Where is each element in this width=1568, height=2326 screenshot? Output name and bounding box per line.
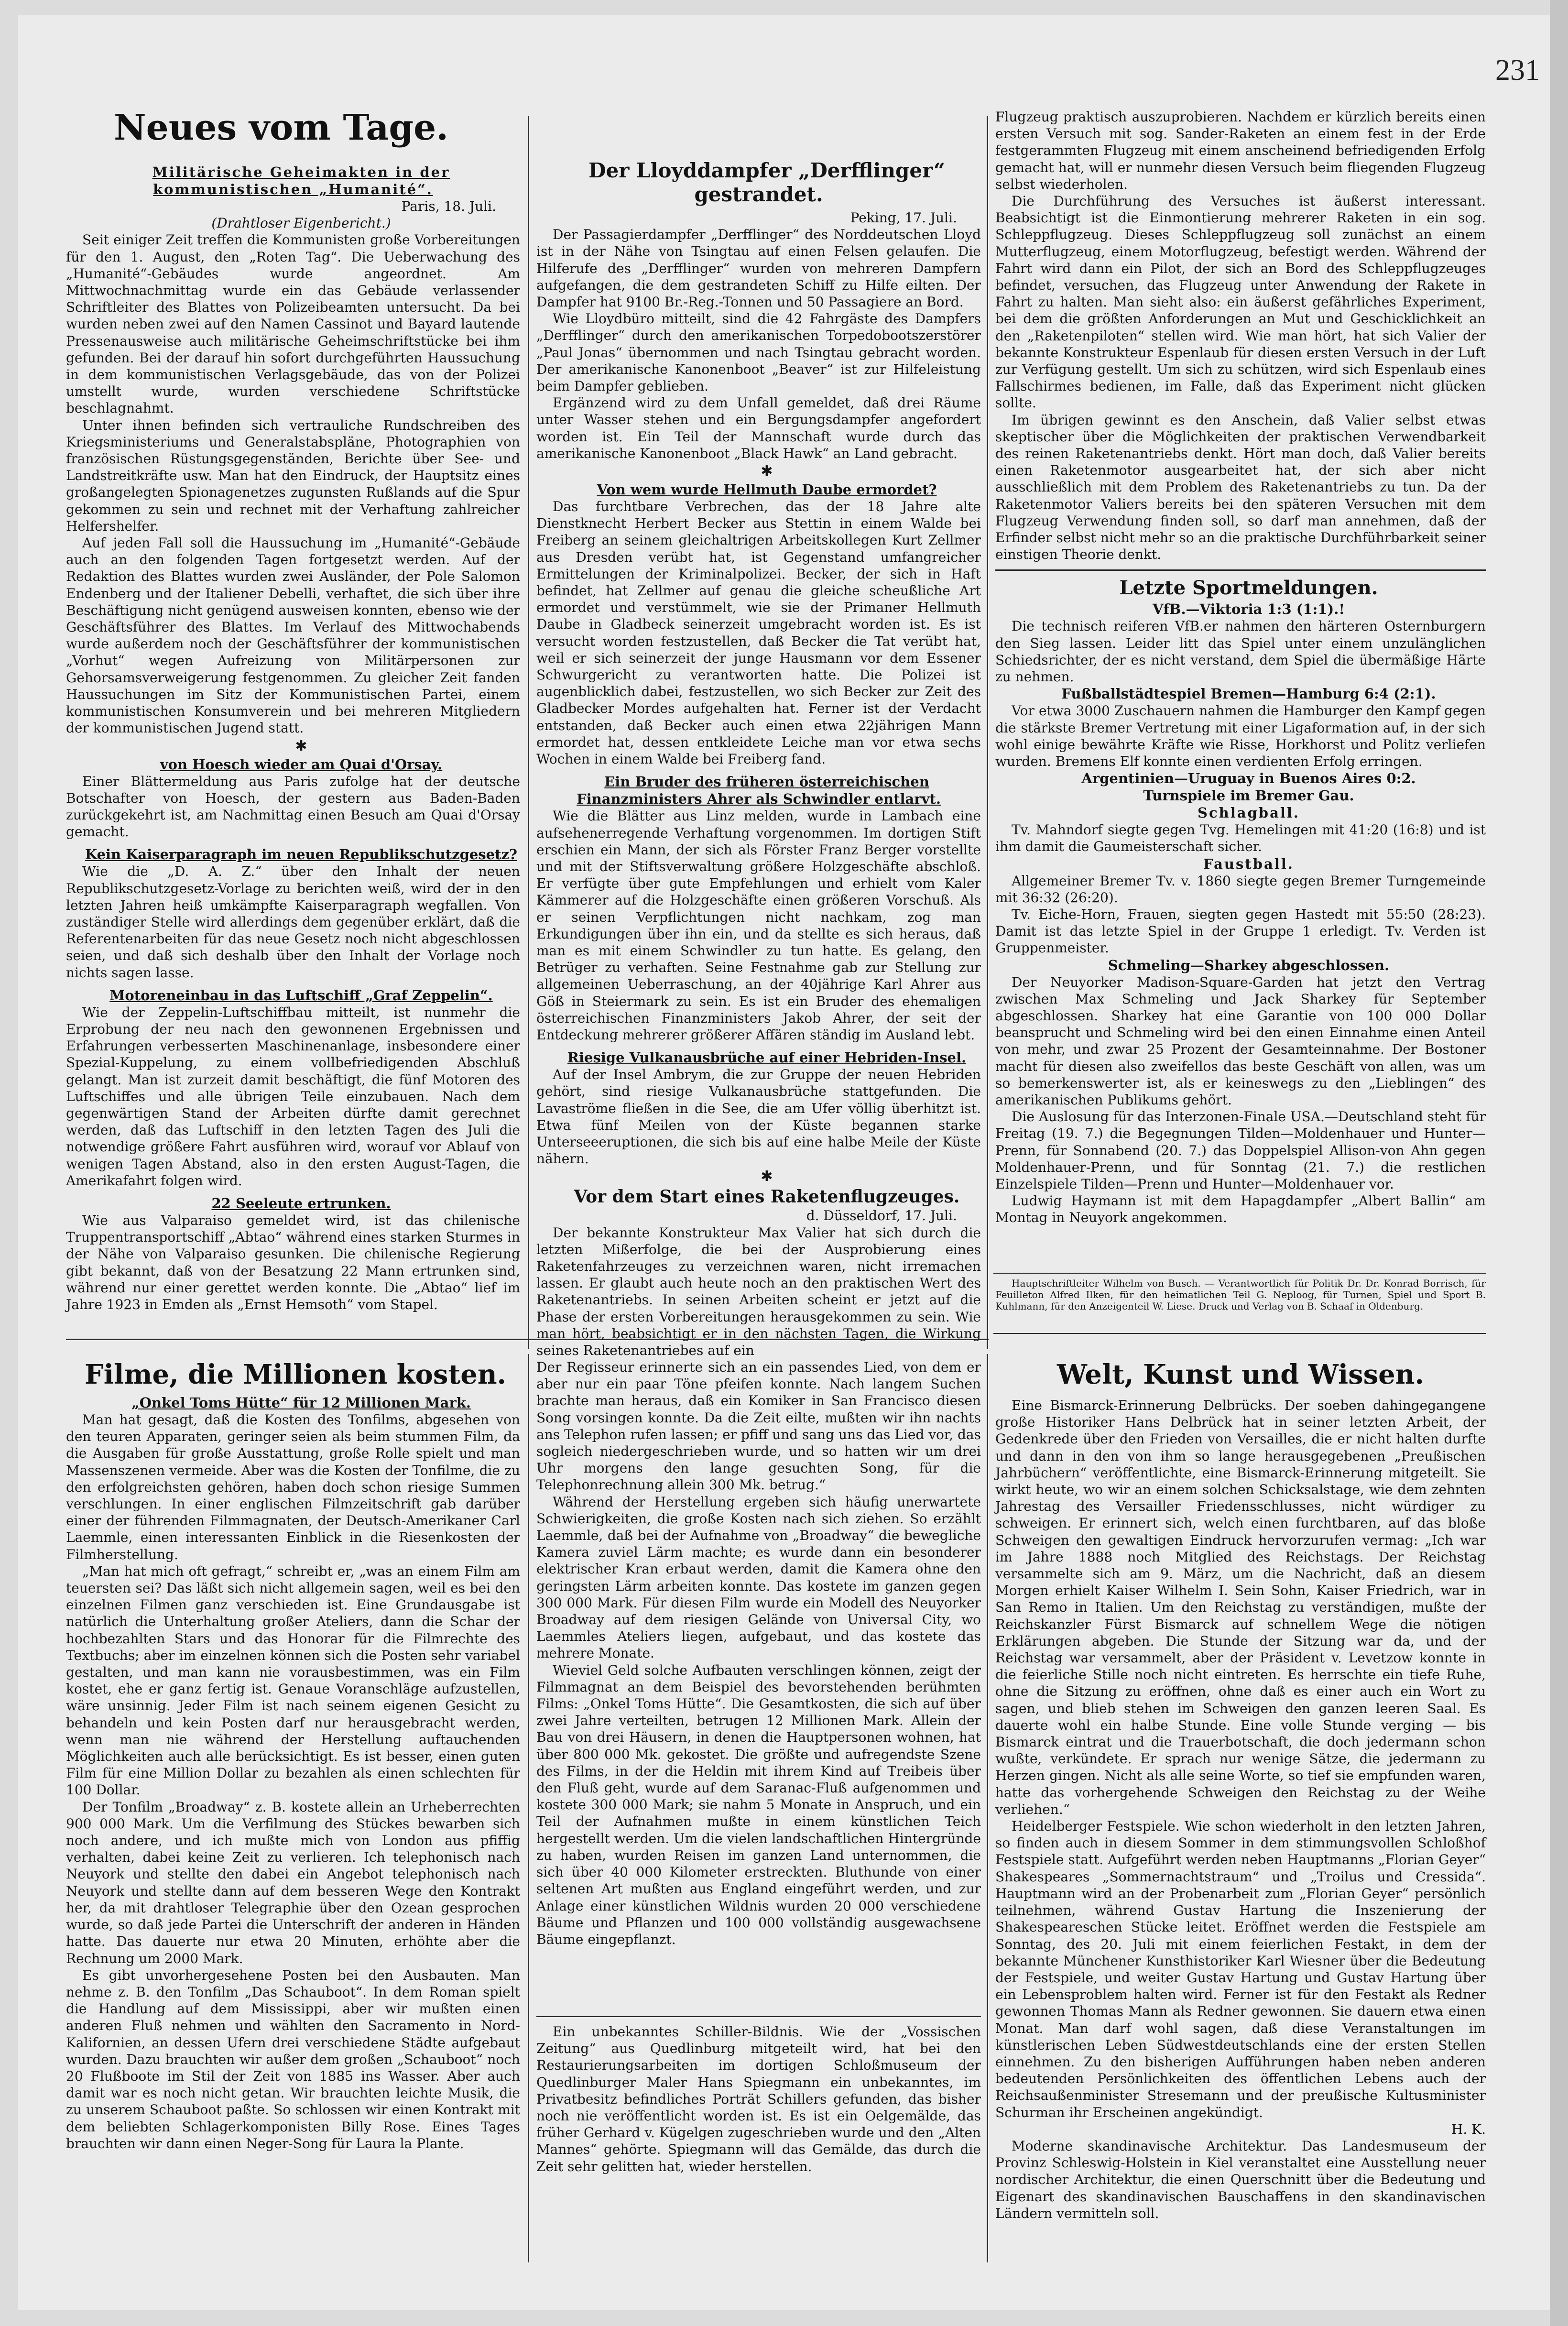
film-paragraph: Es gibt unvorhergesehene Posten bei den Ausbauten. Man nehme z. B. den Tonfilm „Das Schauboot“. In dem Roman spielt die Handlung auf dem Mississippi, aber wir mußten einen anderen Fluß nehmen und wählten den Sacramento in Nord-Kalifornien, an dessen Ufern drei verschiedene Städte aufgebaut wurden. Dazu brauchten wir außer dem großen „Schauboot“ noch 20 Flußboote im Stil der Zeit von 1885 ins Wasser. Aber auch damit war es noch nicht getan. Wir brauchten leichte Musik, die zu unserem Schauboot paßte. So schlossen wir einen Kontrakt mit dem beliebten Schlagerkomponisten Billy Rose. Eines Tages brauchten wir dann einen Neger-Song für Laura la Plante. — [66, 1967, 520, 2151]
column-rule — [528, 116, 529, 1349]
sport-section: Faustball. — [1203, 855, 1294, 872]
article-paragraph: Wie die Blätter aus Linz melden, wurde in Lambach eine aufsehenerregende Verhaftung vorgenommen. Im dortigen Stift erschien ein Mann, der sich als Förster Franz Berger vorstellte und mit der Stiftsverwaltung größere Holzgeschäfte abschloß. Er verfügte über gute Empfehlungen und erhielt vom Kaler Kämmerer auf die Holzgeschäfte einen größeren Vorschuß. Als er seinen Verpflichtungen nicht nachkam, zog man Erkundigungen über ihn ein, und da stellte es sich heraus, daß man es mit einem Schwindler zu tun hatte. Es gelang, den Betrüger zu verhaften. Seine Festnahme gab zur Stellung zur allgemeinen Ueberraschung, an der 40jährige Karl Ahrer aus Göß in Steiermark zu sein. Es ist ein Bruder des ehemaligen österreichischen Finanzministers Jakob Ahrer, der seit der Entdeckung mehrerer größerer Affären ständig im Ausland lebt. — [536, 808, 981, 1043]
section-rule — [536, 2016, 981, 2017]
article-paragraph: Die Durchführung des Versuches ist äußerst interessant. Beabsichtigt ist die Einmontierung mehrerer Raketen in ein sog. Schleppflugzeug. Dieses Schleppflugzeug soll zunächst an einem Mutterflugzeug, einem Motorflugzeug, befestigt werden. Während der Fahrt wird dann ein Pilot, der sich an Bord des Schleppflugzeuges befindet, versuchen, das Flugzeug unter Anwendung der Rakete in Fahrt zu halten. Man sieht also: ein äußerst gefährliches Experiment, bei dem die größten Anforderungen an Mut und Geschicklichkeit an den „Raketenpiloten“ stellen wird. Wie man hört, hat sich Valier der bekannte Konstrukteur Espenlaub für diesen ersten Versuch in der Luft zur Verfügung gestellt. Um sich zu schützen, wird sich Espenlaub eines Fallschirmes bedienen, im Falle, daß das Experiment nicht glücken sollte. — [995, 193, 1486, 411]
film-column-2 — [536, 1359, 981, 2014]
article-paragraph: Wie aus Valparaiso gemeldet wird, ist das chilenische Truppentransportschiff „Abtao“ während eines starken Sturmes in der Nähe von Valparaiso gesunken. Die chilenische Regierung gibt bekannt, daß von der Besatzung 22 Mann ertrunken sind, während nur einer gerettet werden konnte. Die „Abtao“ lief im Jahre 1923 in Emden als „Ernst Hemsoth“ vom Stapel. — [66, 1212, 520, 1312]
sport-result: Schmeling—Sharkey abgeschlossen. — [1108, 957, 1390, 973]
film-column-1 — [66, 1394, 520, 2151]
dateline: Peking, 17. Juli. — [850, 210, 957, 226]
schiller-paragraph: Ein unbekanntes Schiller-Bildnis. Wie der „Vossischen Zeitung“ aus Quedlinburg mitgeteilt wird, hat bei den Restaurierungsarbeiten im dortigen Schloßmuseum der Quedlinburger Maler Hans Spiegmann ein unbekanntes, im Privatbesitz befindliches Porträt Schillers gefunden, das bisher noch nie veröffentlicht worden ist. Es ist ein Oelgemälde, das früher Gerhard v. Kügelgen zugeschrieben wurde und den „Alten Mannes“ gehörte. Spiegmann will das Gemälde, das durch die Zeit sehr gelitten hat, wieder herstellen. — [536, 2024, 981, 2174]
article-paragraph: Unter ihnen befinden sich vertrauliche Rundschreiben des Kriegsministeriums und Generalstabspläne, Photographien von französischen Rüstungsgegenständen, Berichte über See- und Landstreitkräfte usw. Man hat den Eindruck, der Hauptsitz eines großangelegten Spionagenetzes zugunsten Rußlands auf die Spur gekommen zu sein und rechnet mit der Verhaftung zahlreicher Helfershelfer. — [66, 417, 520, 534]
dateline: d. Düsseldorf, 17. Juli. — [806, 1208, 957, 1224]
byline: (Drahtloser Eigenbericht.) — [211, 215, 391, 231]
page-number: 231 — [1495, 54, 1540, 87]
sport-paragraph: Tv. Mahndorf siegte gegen Tvg. Hemelingen mit 41:20 (16:8) und ist ihm damit die Gaumeisterschaft sicher. — [995, 822, 1486, 855]
news-column-1 — [66, 164, 520, 1335]
article-paragraph: Ergänzend wird zu dem Unfall gemeldet, daß drei Räume unter Wasser stehen und ein Bergungsdampfer angefordert worden ist. Ein Teil der Mannschaft wurde durch das amerikanische Kanonenboot „Black Hawk“ an Land gebracht. — [536, 395, 981, 461]
column-rule — [987, 116, 988, 1349]
imprint-rule — [993, 1273, 1486, 1274]
welt-paragraph: Moderne skandinavische Architektur. Das Landesmuseum der Provinz Schleswig-Holstein in Kiel veranstaltet eine Ausstellung neuer nordischer Architektur, die einen Querschnitt über die Bedeutung und Eigenart des skandinavischen Bauschaffens in den skandinavischen Ländern vermitteln soll. — [995, 2138, 1486, 2221]
newspaper-page — [18, 15, 1550, 2310]
film-paragraph: Der Tonfilm „Broadway“ z. B. kostete allein an Urheberrechten 900 000 Mark. Um die Verfilmung des Stückes bewarben sich noch andere, und ich mußte mich von London aus pfiffig verhalten, dabei keine Zeit zu verlieren. Ich telephonisch nach Neuyork und stellte den dabei ein Angebot telephonisch nach Neuyork und stellte dann auf dem besseren Wege den Kontrakt her, da mit drahtloser Telegraphie über den Ozean gesprochen wurde, so daß jede Partei die Unterschrift der anderen in Händen hatte. Das dauerte nur etwa 20 Minuten, erhöhte aber die Rechnung um 2000 Mark. — [66, 1799, 520, 1966]
article-paragraph: Der Passagierdampfer „Derfflinger“ des Norddeutschen Lloyd ist in der Nähe von Tsingtau auf einen Felsen gelaufen. Die Hilferufe des „Derfflinger“ wurden von mehreren Dampfern aufgefangen, die dem gestrandeten Schiff zu Hilfe eilten. Der Dampfer hat 9100 Br.-Reg.-Tonnen und 50 Passagiere an Bord. — [536, 227, 981, 310]
sport-result: Turnspiele im Bremer Gau. — [1143, 787, 1354, 804]
welt-title: Welt, Kunst und Wissen. — [1056, 1359, 1424, 1390]
article-headline: Riesige Vulkanausbrüche auf einer Hebriden-Insel. — [567, 1049, 967, 1066]
article-headline: Vor dem Start eines Raketenflugzeuges. — [574, 1187, 960, 1207]
welt-paragraph: Heidelberger Festspiele. Wie schon wiederholt in den letzten Jahren, so finden auch in diesem Sommer in dem stimmungsvollen Schloßhof Festspiele statt. Aufgeführt werden neben Hauptmanns „Florian Geyer“ Shakespeares „Sommernachtstraum“ und „Troilus und Cressida“. Hauptmann wird an der Probenarbeit zum „Florian Geyer“ persönlich teilnehmen, während Gustav Hartung die Inszenierung der Shakespeareschen Stücke leitet. Eröffnet werden die Festspiele am Sonntag, des 20. Juli mit einem feierlichen Festakt, in dem der bekannte Münchener Kunsthistoriker Karl Wiesner über die Bedeutung der Festspiele, und weiter Gustav Hartung und Gustav Hartung über ein Lebensproblem halten wird. Ferner ist für den Festakt als Redner gewonnen Thomas Mann als Redner gewonnen. Sie dauern etwa einen Monat. Man darf wohl sagen, daß diese Veranstaltungen im künstlerischen Leben Südwestdeutschlands eine der ersten Stellen einnehmen. Zu den bisherigen Aufführungen haben neben anderen bedeutenden Persönlichkeiten des öffentlichen Lebens auch der Reichsaußenminister Stresemann und der preußische Kultusminister Schurman ihr Erscheinen angekündigt. — [995, 1818, 1486, 2120]
scan-edge — [1550, 0, 1568, 2326]
article-headline: Der Lloyddampfer „Derfflinger“ gestrandet. — [588, 159, 945, 206]
column-rule — [528, 1354, 529, 2262]
separator-star: ✱ — [761, 1168, 773, 1185]
article-paragraph: Der bekannte Konstrukteur Max Valier hat sich durch die letzten Mißerfolge, die bei der Ausprobierung eines Raketenfahrzeuges zu verzeichnen waren, nicht irremachen lassen. Er glaubt auch heute noch an den praktischen Wert des Raketenantriebs. In seinen Arbeiten scheint er jetzt auf die Phase der ersten Vorbereitungen herausgekommen zu sein. Wie man hört, beabsichtigt er in den nächsten Tagen, die Wirkung seines Raketenantriebes auf ein — [536, 1224, 981, 1358]
sport-paragraph: Der Neuyorker Madison-Square-Garden hat jetzt den Vertrag zwischen Max Schmeling und Jack Sharkey für September abgeschlossen. Sharkey hat eine Garantie von 100 000 Dollar beansprucht und Schmeling wird bei den einen Einnahme einen Anteil von mehr, und zwar 25 Prozent der Gesamteinnahme. Der Bostoner macht für diesen also zweifellos das beste Geschäft von allen, was um so bemerkenswerter ist, als er keineswegs zu den „Lieblingen“ des amerikanischen Publikums gehört. — [995, 974, 1486, 1108]
sport-section: Schlagball. — [1198, 805, 1300, 821]
article-headline: von Hoesch wieder am Quai d'Orsay. — [160, 756, 443, 773]
sport-paragraph: Die technisch reiferen VfB.er nahmen den härteren Osternburgern den Sieg lassen. Leider litt das Spiel unter einem unzulänglichen Schiedsrichter, der es nicht verstand, dem Spiel die übermäßige Härte zu nehmen. — [995, 618, 1486, 685]
section-rule — [995, 569, 1486, 571]
news-column-2 — [536, 159, 981, 1358]
article-paragraph: Seit einiger Zeit treffen die Kommunisten große Vorbereitungen für den 1. August, den „Roten Tag“. Die Ueberwachung des „Humanité“-Gebäudes wurde angeordnet. Am Mittwochnachmittag wurde ein das Gebäude verlassender Schriftleiter des Blattes von Polizeibeamten untersucht. Da bei wurden neben zwei auf den Namen Cassinot und Bayard lautende Pressenausweise auch militärische Geheimschriftstücke bei ihm gefunden. Bei der darauf hin sofort durchgeführten Haussuchung in dem kommunistischen Verlagsgebäude, das von der Polizei umstellt wurde, wurden verschiedene Schriftstücke beschlagnahmt. — [66, 232, 520, 416]
article-headline: Motoreneinbau in das Luftschiff „Graf Zeppelin“. — [109, 987, 493, 1004]
article-paragraph: Im übrigen gewinnt es den Anschein, daß Valier selbst etwas skeptischer über die Möglichkeiten der praktischen Verwendbarkeit des reinen Raketenantriebs denkt. Hört man doch, daß Valier bereits einen Raketenmotor ausgearbeitet hat, der sich aber nicht ausschließlich mit dem Problem des Raketenantriebs zu tun. Da der Raketenmotor Valiers bereits bei den späteren Versuchen mit dem Flugzeug Verwendung finden soll, so darf man annehmen, daß der Erfinder selbst nicht mehr so an die praktische Durchführbarkeit seiner einstigen Theorie denkt. — [995, 412, 1486, 563]
film-paragraph: Während der Herstellung ergeben sich häufig unerwartete Schwierigkeiten, die große Kosten nach sich ziehen. So erzählt Laemmle, daß bei der Aufnahme von „Broadway“ die bewegliche Kamera zuviel Lärm machte; es wurde dann ein besonderer elektrischer Kran erbaut werden, damit die Kamera ohne den geringsten Lärm arbeiten konnte. Das kostete im ganzen gegen 300 000 Mark. Für diesen Film wurde ein Modell des Neuyorker Broadway auf dem riesigen Gelände von Universal City, wo Laemmles Ateliers liegen, aufgebaut, und das kostete das mehrere Monate. — [536, 1494, 981, 1661]
welt-paragraph: Eine Bismarck-Erinnerung Delbrücks. Der soeben dahingegangene große Historiker Hans Delbrück hat in seiner letzten Arbeit, der Gedenkrede über den Frieden von Versailles, die er nicht halten durfte und dann in den von ihm so lange herausgegebenen „Preußischen Jahrbüchern“ veröffentlichte, eine Bismarck-Erinnerung mitgeteilt. Sie wirkt heute, wo wir an einem solchen Schicksalstage, wie dem zehnten Jahrestag des Versailler Friedensschlusses, nicht würdiger zu schweigen. Er erinnert sich, welch einen furchtbaren, auf das bloße Schweigen den gewaltigen Eindruck hervorzurufen vermag: „Ich war im Jahre 1888 noch Mitglied des Reichstags. Der Reichstag versammelte sich am 9. März, um die Nachricht, daß an diesem Morgen erhielt Kaiser Wilhelm I. Sein Sohn, Kaiser Friedrich, war in San Remo in Italien. Um den Reichstag zu verständigen, mußte der Reichskanzler Fürst Bismarck auf schnellem Wege die nötigen Erklärungen abgeben. Die Stunde der Sitzung war da, und der Reichstag war versammelt, aber der Präsident v. Levetzow konnte in die feierliche Stille noch nicht eintreten. Es herrschte ein tiefe Ruhe, ohne die Sitzung zu eröffnen, ohne daß es einer auch ein Wort zu sagen, und blieb stehen im Schweigen den ganzen leeren Saal. Es dauerte wohl ein halbe Stunde. Eine volle Stunde verging — bis Bismarck eintrat und die Trauerbotschaft, die doch jedermann schon wußte, verkündete. Er sprach nur wenige Sätze, die jedermann zu Herzen gingen. Nicht als alle seine Worte, so tief sie empfunden waren, hatte das vorhergehende Schweigen den Reichstag zu der Weihe verliehen.“ — [995, 1398, 1486, 1817]
dateline: Paris, 18. Juli. — [401, 198, 496, 214]
film-paragraph: Der Regisseur erinnerte sich an ein passendes Lied, von dem er aber nur ein paar Töne pfeifen konnte. Nach langem Suchen brachte man heraus, daß ein Komiker in San Francisco diesen Song vorsingen konnte. Da die Zeit eilte, mußten wir ihn nachts ans Telephon rufen lassen; er pfiff und sang uns das Lied vor, das sogleich niedergeschrieben wurde, und so hatten wir um drei Uhr morgens den lange gesuchten Song, für die Telephonrechnung allein 300 Mk. betrug.“ — [536, 1359, 981, 1493]
imprint-text: Hauptschriftleiter Wilhelm von Busch. — Verantwortlich für Politik Dr. Dr. Konrad Borrisch, für Feuilleton Alfred Ilken, für den heimatlichen Teil G. Neploog, für Turnen, Spiel und Sport B. Kuhlmann, für den Anzeigenteil W. Liese. Druck und Verlag von B. Schaaf in Oldenburg. — [995, 1278, 1486, 1312]
welt-column — [995, 1397, 1486, 2221]
sport-paragraph: Tv. Eiche-Horn, Frauen, siegten gegen Hastedt mit 55:50 (28:23). Damit ist das letzte Spiel in der Gruppe 1 erledigt. Tv. Verden ist Gruppenmeister. — [995, 906, 1486, 956]
imprint-box — [995, 1278, 1486, 1330]
article-paragraph: Das furchtbare Verbrechen, das der 18 Jahre alte Dienstknecht Herbert Becker aus Stettin in einem Walde bei Freiberg an seinem gleichaltrigen Arbeitskollegen Kurt Zellmer aus Dresden verübt hat, ist Gegenstand umfangreicher Ermittelungen der Kriminalpolizei. Becker, der sich in Haft befindet, hat Zellmer auf genau die gleiche scheußliche Art ermordet und verstümmelt, wie sie der Primaner Hellmuth Daube in Gladbeck seinerzeit umgebracht worden ist. Es ist versucht worden festzustellen, daß Becker die Tat verübt hat, weil er sich seinerzeit der junge Hausmann vor dem Essener Schwurgericht zu verantworten hatte. Die Polizei ist augenblicklich dabei, festzustellen, wo sich Becker zur Zeit des Gladbecker Mordes aufgehalten hat. Ferner ist der Verdacht entstanden, daß Becker auch einen etwa 22jährigen Mann ermordet hat, dessen entkleidete Leiche man vor etwa sechs Wochen in einem Walde bei Freiberg fand. — [536, 499, 981, 767]
film-paragraph: Man hat gesagt, daß die Kosten des Tonfilms, abgesehen von den teuren Apparaten, geringer seien als beim stummen Film, da die Ausgaben für große Ausstattung, große Rolle spielt und man Massenszenen vermeide. Aber was die Kosten der Tonfilme, die zu den erfolgreichsten gehören, haben doch schon riesige Summen verschlungen. In einer englischen Filmzeitschrift gab darüber einer der führenden Filmmagnaten, der Deutsch-Amerikaner Carl Laemmle, einen interessanten Einblick in die Riesenkosten der Filmherstellung. — [66, 1412, 520, 1562]
sport-result: Argentinien—Uruguay in Buenos Aires 0:2. — [1081, 770, 1416, 787]
film-paragraph: Wieviel Geld solche Aufbauten verschlingen können, zeigt der Filmmagnat an dem Beispiel des bevorstehenden berühmten Films: „Onkel Toms Hütte“. Die Gesamtkosten, die sich auf über zwei Jahre verteilten, betrugen 12 Millionen Mark. Allein der Bau von drei Häusern, in denen die Hauptpersonen wohnen, hat über 800 000 Mk. gekostet. Die größte und aufregendste Szene des Films, in der die Heldin mit ihrem Kind auf Treibeis über den Fluß geht, wurde auf dem Saranac-Fluß aufgenommen und kostete 300 000 Mark; sie nahm 5 Monate in Anspruch, und ein Teil der Aufnahmen mußte in einem künstlichen Teich hergestellt werden. Um die vielen landschaftlichen Hintergründe zu haben, wurden Reisen im ganzen Land unternommen, die sich über 40 000 Kilometer erstreckten. Bluthunde von einer seltenen Art mußten aus England eingeführt werden, und zur Anlage einer künstlichen Wildnis wurden 20 000 verschiedene Bäume und Pflanzen und 100 000 vollständig ausgewachsene Bäume eingepflanzt. — [536, 1662, 981, 1947]
article-paragraph: Wie Lloydbüro mitteilt, sind die 42 Fahrgäste des Dampfers „Derfflinger“ durch den amerikanischen Torpedobootszerstörer „Paul Jonas“ übernommen und nach Tsingtau gebracht worden. Der amerikanische Kanonenboot „Beaver“ ist zur Hilfeleistung beim Dampfer geblieben. — [536, 311, 981, 394]
article-paragraph: Auf jeden Fall soll die Haussuchung im „Humanité“-Gebäude auch an den folgenden Tagen fortgesetzt werden. Auf der Redaktion des Blattes wurden zwei Ausländer, der Pole Salomon Endenberg und der Italiener Debelli, verhaftet, die sich über ihre Beschäftigung nicht genügend ausweisen konnten, ebenso wie der Geschäftsführer des Blattes. Im Verlauf des Mittwochabends wurde außerdem noch der Geschäftsführer der kommunistischen „Vorhut“ wegen Aufreizung von Militärpersonen zur Gehorsamsverweigerung festgenommen. Zu gleicher Zeit fanden Haussuchungen im Sitz der Kommunistischen Partei, einem kommunistischen Konsumverein und bei mehreren Mitgliedern der kommunistischen Jugend statt. — [66, 535, 520, 736]
sport-paragraph: Ludwig Haymann ist mit dem Hapagdampfer „Albert Ballin“ am Montag in Neuyork angekommen. — [995, 1193, 1486, 1226]
schiller-note — [536, 2023, 981, 2174]
sport-paragraph: Die Auslosung für das Interzonen-Finale USA.—Deutschland steht für Freitag (19. 7.) die Begegnungen Tilden—Moldenhauer und Hunter—Prenn, für Sonnabend (20. 7.) das Doppelspiel Allison-von Ahn gegen Moldenhauer-Prenn, und für Sonntag (21. 7.) die restlichen Einzelspiele Tilden—Prenn und Hunter—Moldenhauer vor. — [995, 1109, 1486, 1192]
article-paragraph: Flugzeug praktisch auszuprobieren. Nachdem er kürzlich bereits einen ersten Versuch mit sog. Sander-Raketen an einem fest in der Erde festgerammten Flugzeug mit einem anscheinend befriedigenden Erfolg gemacht hat, will er nunmehr diesen Versuch beim fliegenden Flugzeug selbst wiederholen. — [995, 109, 1486, 192]
film-subtitle: „Onkel Toms Hütte“ für 12 Millionen Mark. — [131, 1395, 471, 1411]
article-paragraph: Einer Blättermeldung aus Paris zufolge hat der deutsche Botschafter von Hoesch, der gestern aus Baden-Baden zurückgekehrt ist, am Nachmittag einen Besuch am Quai d'Orsay gemacht. — [66, 773, 520, 840]
article-headline: Ein Bruder des früheren österreichischen Finanzministers Ahrer als Schwindler entlarvt. — [577, 774, 941, 808]
article-paragraph: Auf der Insel Ambrym, die zur Gruppe der neuen Hebriden gehört, sind riesige Vulkanausbrüche stattgefunden. Die Lavaströme fließen in die See, die am Ufer völlig überhitzt ist. Etwa fünf Meilen von der Küste begannen starke Unterseeeruptionen, die sich bis auf eine halbe Meile der Küste nähern. — [536, 1067, 981, 1167]
sport-headline: Letzte Sportmeldungen. — [1119, 577, 1378, 600]
film-title: Filme, die Millionen kosten. — [84, 1359, 507, 1390]
imprint-rule — [993, 1333, 1486, 1334]
article-headline: 22 Seeleute ertrunken. — [211, 1195, 391, 1212]
article-paragraph: Wie der Zeppelin-Luftschiffbau mitteilt, ist nunmehr die Erprobung der neu nach den gewonnenen Ergebnissen und Erfahrungen verbesserten Maschinenanlage, insbesondere einer Spezial-Kuppelung, zu einem vollbefriedigenden Abschluß gelangt. Man ist zurzeit damit beschäftigt, die fünf Motoren des Luftschiffes und alle übrigen Teile einzubauen. Nach dem gegenwärtigen Stand der Arbeiten dürfte damit gerechnet werden, daß das Luftschiff in den letzten Tagen des Juli die notwendige größere Fahrt ausführen wird, worauf vor Ablauf von wenigen Tagen Abstand, also in den ersten August-Tagen, die Amerikafahrt folgen wird. — [66, 1004, 520, 1189]
article-headline: Von wem wurde Hellmuth Daube ermordet? — [597, 481, 937, 498]
article-headline: Kein Kaiserparagraph im neuen Republikschutzgesetz? — [85, 846, 517, 863]
sport-paragraph: Allgemeiner Bremer Tv. v. 1860 siegte gegen Bremer Turngemeinde mit 36:32 (26:20). — [995, 873, 1486, 906]
separator-star: ✱ — [295, 737, 307, 754]
welt-signature: H. K. — [1451, 2121, 1486, 2137]
article-paragraph: Wie die „D. A. Z.“ über den Inhalt der neuen Republikschutzgesetz-Vorlage zu berichten weiß, wird der in den letzten Jahren heiß umkämpfte Kaiserparagraph wegfallen. Von zuständiger Stelle wird allerdings dem gegenüber erklärt, daß die Referentenarbeiten für das neue Gesetz noch nicht abgeschlossen seien, und daß sich deshalb über den Inhalt der Vorlage noch nichts sagen lasse. — [66, 863, 520, 981]
column-rule — [987, 1354, 988, 2262]
article-headline: Militärische Geheimakten in der kommunistischen „Humanité“. — [152, 164, 450, 197]
film-paragraph: „Man hat mich oft gefragt,“ schreibt er, „was an einem Film am teuersten sei? Das läßt sich nicht allgemein sagen, weil es bei den einzelnen Filmen ganz verschieden ist. Eine Grundausgabe ist natürlich die Unterhaltung großer Ateliers, dann die Schar der hochbezahlten Stars und das Honorar für die Filmrechte des Textbuchs; aber im einzelnen können sich die Posten sehr variabel gestalten, und man kann nie vorausbestimmen, was ein Film kostet, ehe er ganz fertig ist. Genaue Voranschläge aufzustellen, wäre unsinnig. Jeder Film ist nach seinem eigenen Gesicht zu behandeln und kein Posten darf nur herausgebracht werden, wenn man nie während der Herstellung auftauchenden Möglichkeiten auch alle berücksichtigt. Es ist besser, einen guten Film für eine Million Dollar zu bezahlen als einen schlechten für 100 Dollar. — [66, 1563, 520, 1798]
sport-paragraph: Vor etwa 3000 Zuschauern nahmen die Hamburger den Kampf gegen die stärkste Bremer Vertretung mit einer Ligaformation auf, in der sich wohl einige bewährte Kräfte wie Risse, Horkhorst und Politz verliefen wurden. Bremens Elf konnte einen verdienten Erfolg erringen. — [995, 703, 1486, 769]
news-column-3 — [995, 109, 1486, 1270]
masthead-title: Neues vom Tage. — [114, 107, 448, 148]
separator-star: ✱ — [761, 463, 773, 480]
sport-result: Fußballstädtespiel Bremen—Hamburg 6:4 (2:1). — [1061, 686, 1436, 702]
sport-result: VfB.—Viktoria 1:3 (1:1).! — [1152, 601, 1345, 618]
